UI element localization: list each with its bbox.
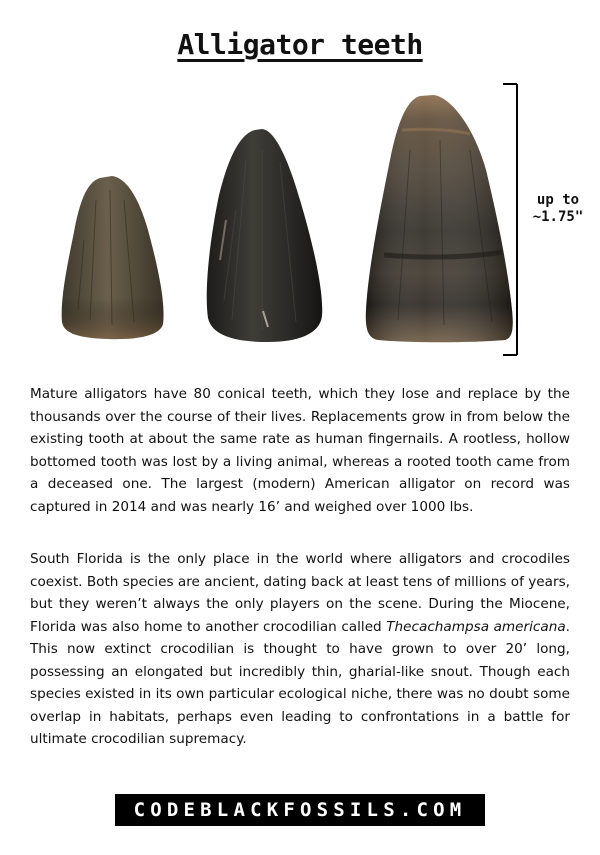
size-annotation-line2: ~1.75"	[532, 209, 584, 225]
paragraph-alligator-teeth: Mature alligators have 80 conical teeth, which they lose and replace by the thousands over the course of their lives. Replacements grow in from below the existing tooth at about the same rate as human fingernails. A rootless, hollow bottomed tooth was lost by a living animal, whereas a rooted tooth came from a deceased one. The largest (modern) American alligator on record was captured in 2014 and was nearly 16’ and weighed over 1000 lbs.	[30, 386, 570, 515]
paragraph2-text-end: . This now extinct crocodilian is thought to have grown to over 20’ long, possessing an elongated but incredibly thin, gharial-like snout. Though each species existed in its own particular ecological niche, there was no doubt some overlap in habitats, perhaps even leading to confrontations in a battle for ultimate crocodilian supremacy.	[30, 618, 570, 747]
website-text: CODEBLACKFOSSILS.COM	[133, 799, 467, 821]
medium-tooth-image	[207, 129, 322, 342]
size-annotation-line1: up to	[536, 192, 580, 208]
large-tooth-image	[366, 95, 513, 342]
page-title: Alligator teeth	[177, 28, 423, 61]
small-tooth-image	[62, 176, 164, 339]
paragraph2-text-start: South Florida is the only place in the world where alligators and crocodiles coexist. Both species are ancient, dating back at least tens of millions of years, but they weren’t always the only players on the scene. During the Miocene, Florida was also home to another crocodilian called	[30, 551, 570, 635]
website-banner	[115, 794, 485, 826]
size-annotation	[517, 192, 599, 226]
teeth-photo	[0, 80, 600, 365]
paragraph-florida-crocodilians	[30, 548, 570, 751]
species-name: Thecachampsa americana	[386, 618, 566, 635]
